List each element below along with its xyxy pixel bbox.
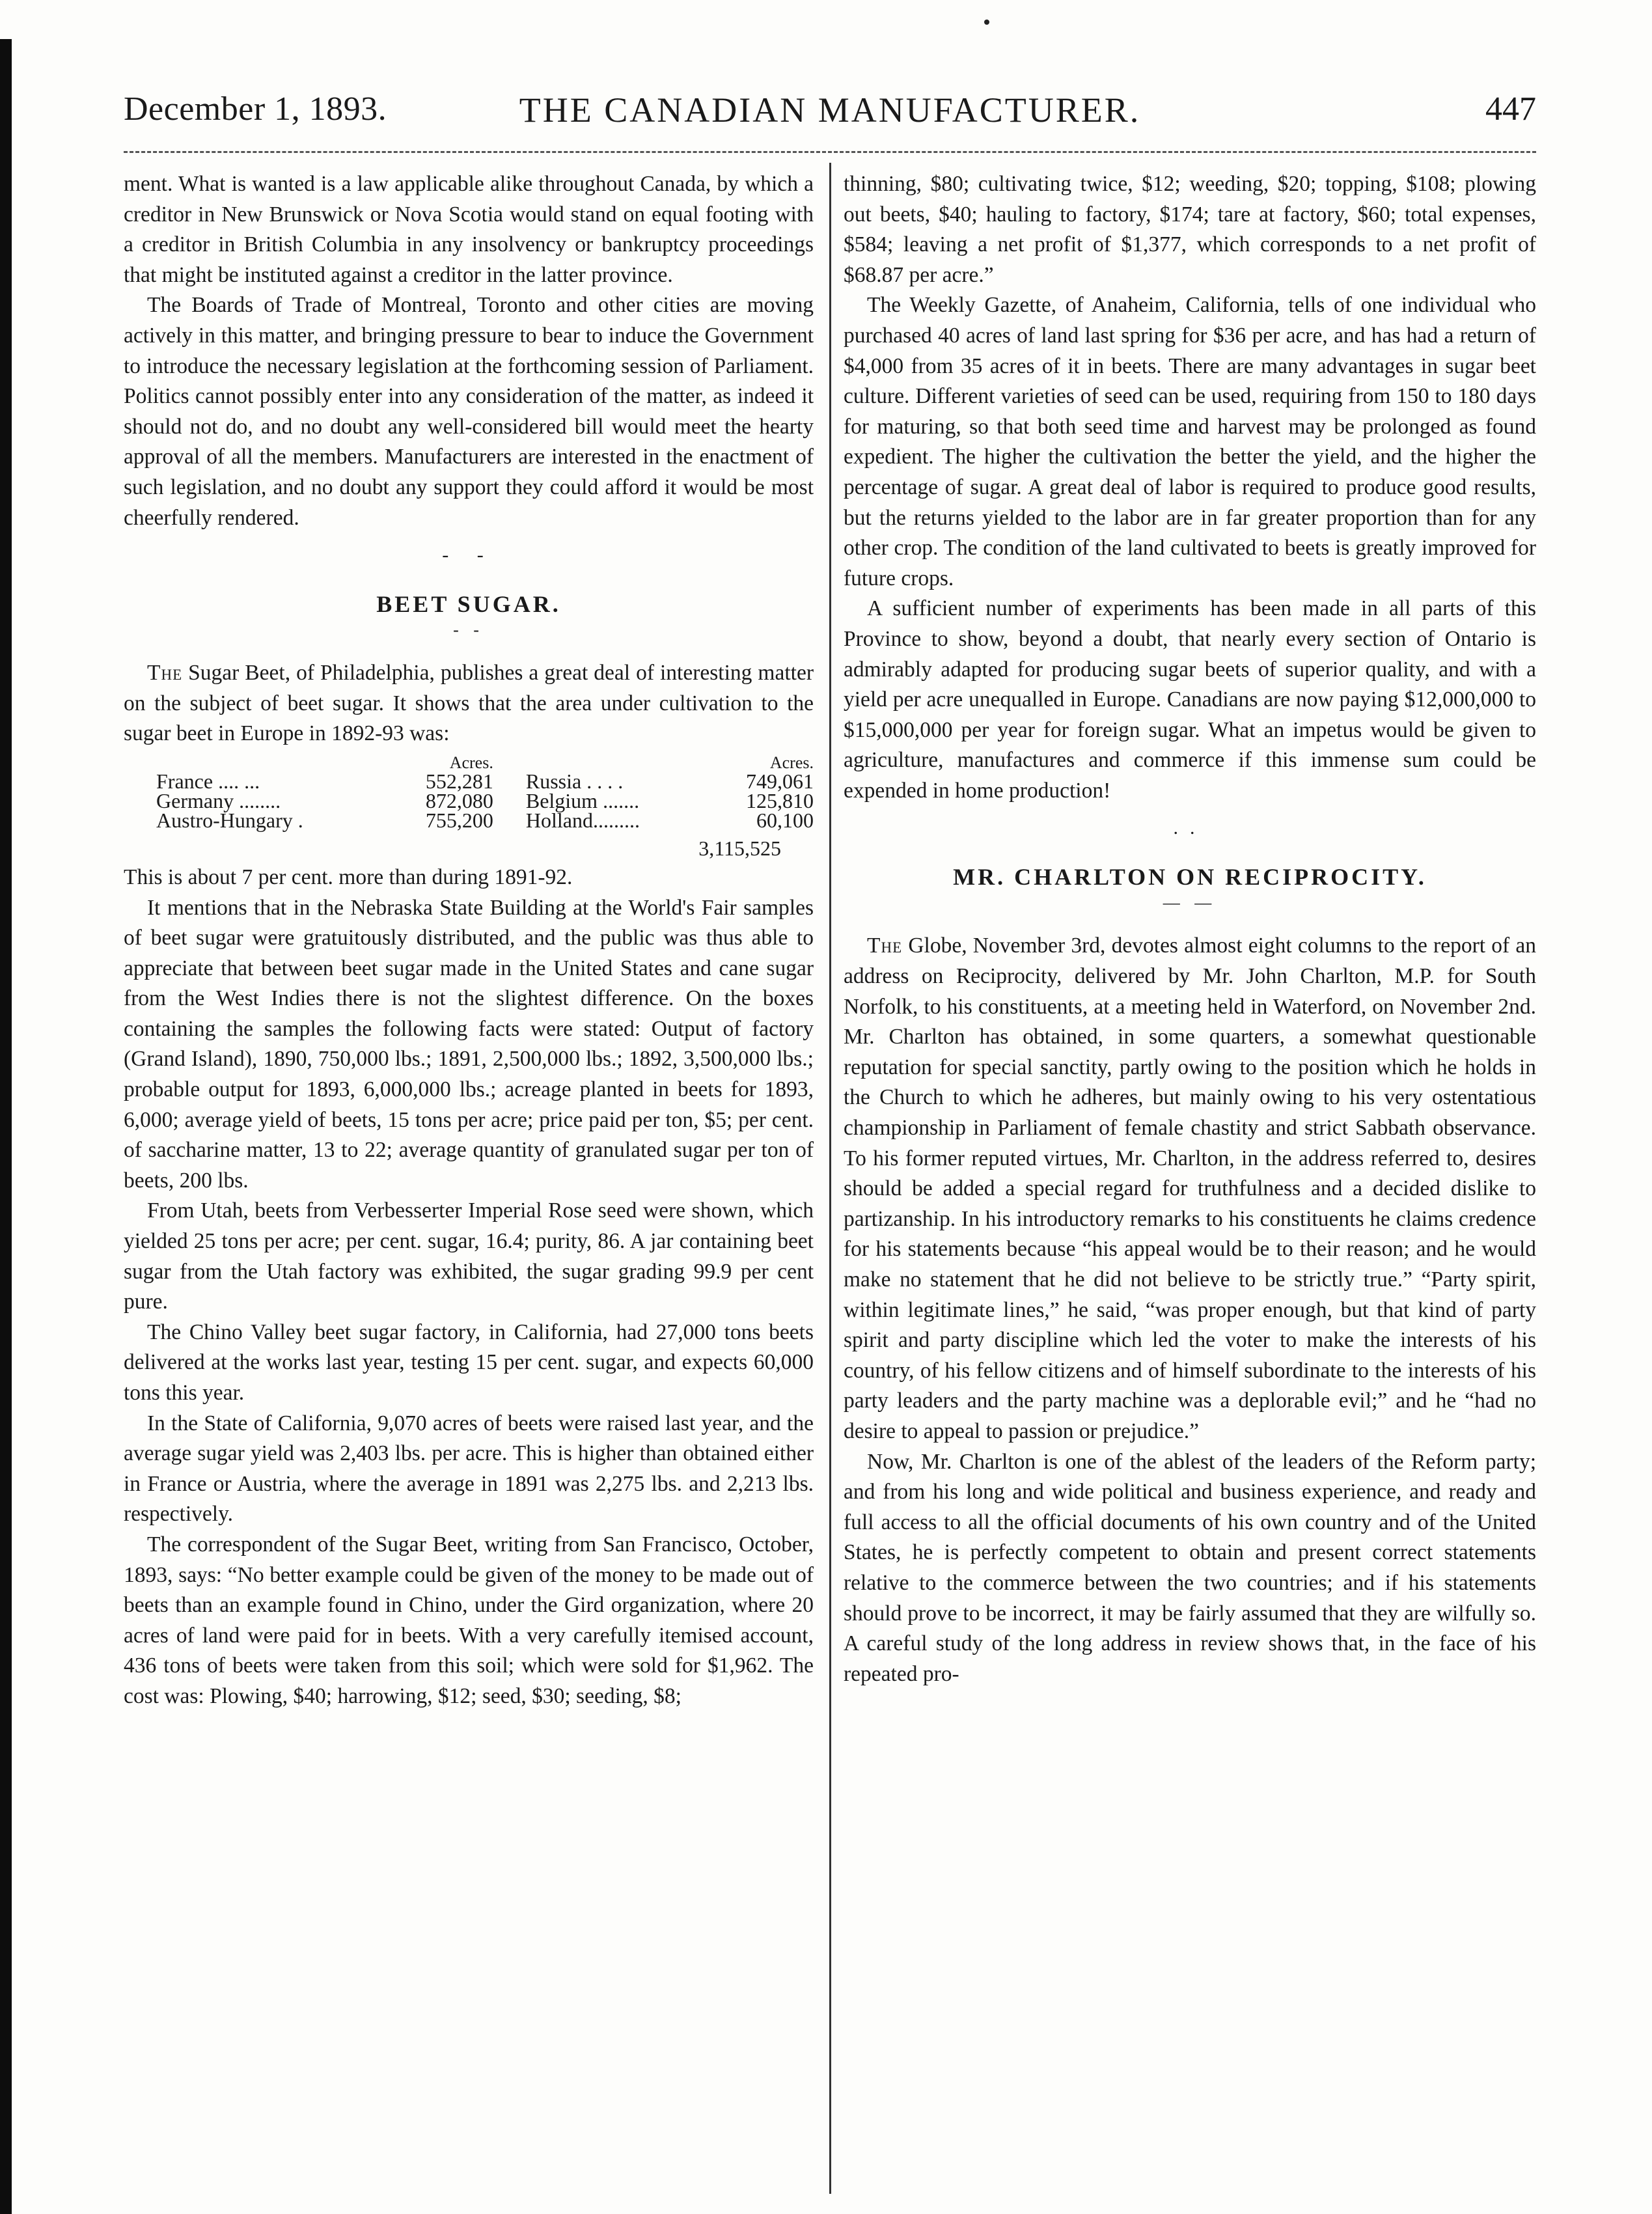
article-paragraph: thinning, $80; cultivating twice, $12; weeding, $20; topping, $108; plowing out beets, $40; hauling to factory, $174; tare at factory, $60; total expenses, $584; leaving a net profit of $1,377, which corresponds to a net profit of $68.87 per acre.” — [844, 172, 1536, 287]
heading-separator: — — — [1163, 893, 1217, 913]
right-column — [844, 169, 1536, 1689]
left-column — [124, 169, 814, 1712]
acres-cell: 60,100 — [756, 808, 814, 832]
article-paragraph: The correspondent of the Sugar Beet, writing from San Francisco, October, 1893, says: “No better example could be given of the money to be made out of beets than an example found in Chino, under the Gird organization, where 20 acres of land were paid for in beets. With a very carefully itemised account, 436 tons of beets were taken from this soil; which were sold for $1,962. The cost was: Plowing, $40; harrowing, $12; seed, $30; seeding, $8; — [124, 1532, 814, 1708]
header-date: December 1, 1893. — [124, 90, 387, 128]
column-header-acres: Acres. — [449, 753, 493, 772]
page-header — [124, 90, 1536, 142]
column-header-acres: Acres. — [769, 753, 814, 772]
article-paragraph: A sufficient number of experiments has been made in all parts of this Province to show, beyond a doubt, that nearly every section of Ontario is admirably adapted for producing sugar beets of superior quality, and with a yield per acre unequalled in Europe. Canadians are now paying $12,000,000 to $15,000,000 per year for foreign sugar. What an impetus would be given to agriculture, manufactures and commerce if this immense sum could be expended in home production! — [844, 596, 1536, 803]
table-row — [124, 771, 814, 791]
article-paragraph — [124, 658, 814, 749]
print-speck — [984, 20, 989, 25]
country-cell: Holland......... — [525, 808, 640, 832]
article-paragraph: It mentions that in the Nebraska State Building at the World's Fair samples of beet sugar were gratuitously distributed, and the public was thus able to appreciate that between beet sugar made in the United States and cane sugar from the West Indies there is not the slightest difference. On the boxes containing the samples the following facts were stated: Output of factory (Grand Island), 1890, 750,000 lbs.; 1891, 2,500,000 lbs.; 1892, 3,500,000 lbs.; probable output for 1893, 6,000,000 lbs.; acreage planted in beets for 1893, 6,000; average yield of beets, 15 tons per acre; price paid per ton, $5; per cent. of saccharine matter, 13 to 22; average quantity of granulated sugar per ton of beets, 200 lbs. — [124, 895, 814, 1193]
acreage-total: 3,115,525 — [698, 836, 781, 860]
article-paragraph: In the State of California, 9,070 acres of beets were raised last year, and the average sugar yield was 2,403 lbs. per acre. This is higher than obtained either in France or Austria, where the average in 1891 was 2,275 lbs. and 2,213 lbs. respectively. — [124, 1411, 814, 1527]
article-paragraph: This is about 7 per cent. more than during 1891-92. — [124, 865, 573, 889]
lead-word: The — [147, 661, 183, 685]
article-paragraph — [844, 931, 1536, 1446]
country-cell: Belgium ....... — [525, 788, 640, 812]
paragraph-text: Sugar Beet, of Philadelphia, publishes a great deal of interesting matter on the subject of beet sugar. It shows that the area under cultivation to the sugar beet in Europe in 1892-93 was: — [124, 661, 814, 746]
acres-cell: 552,281 — [425, 769, 493, 793]
acres-cell: 749,061 — [746, 769, 814, 793]
article-separator: - - — [442, 544, 495, 566]
heading-separator: - - — [453, 620, 484, 640]
table-row — [124, 791, 814, 810]
article-paragraph: From Utah, beets from Verbesserter Imperial Rose seed were shown, which yielded 25 tons per acre; per cent. sugar, 16.4; purity, 86. A jar containing beet sugar from the Utah factory was exhibited, the sugar grading 99.9 per cent pure. — [124, 1198, 814, 1314]
article-separator: .. — [1173, 817, 1207, 839]
lead-word: The — [867, 934, 903, 958]
header-page-number: 447 — [1485, 90, 1536, 128]
page-binding-edge — [0, 39, 12, 2214]
country-cell: Germany ........ — [156, 788, 281, 812]
paragraph-text: Globe, November 3rd, devotes almost eight columns to the report of an address on Reciprocity, delivered by Mr. John Charlton, M.P. for South Norfolk, to his constituents, at a meeting held in Waterford, on November 2nd. Mr. Charlton has obtained, in some quarters, a somewhat questionable reputation for special sanctity, partly owing to the position which he holds in the Church to which he adheres, but mainly owing to his very ostentatious championship in Parliament of female chastity and strict Sabbath observance. To his former reputed virtues, Mr. Charlton, in the address referred to, desires should be added a special regard for truthfulness and a decided dislike to partizanship. In his introductory remarks to his constituents he claims credence for his statements because “his appeal would be to their reason; and he would make no statement that he did not believe to be strictly true.” “Party spirit, within legitimate lines,” he said, “was proper enough, but that kind of party spirit and party discipline which led the voter to make the interests of his country, of his fellow citizens and of himself subordinate to the interests of his party leaders and the party machine was a deplorable evil;” and he “had no desire to appeal to passion or prejudice.” — [844, 934, 1536, 1443]
article-paragraph: ment. What is wanted is a law applicable alike throughout Canada, by which a creditor in New Brunswick or Nova Scotia would stand on equal footing with a creditor in British Columbia in any insolvency or bankruptcy proceedings that might be instituted against a creditor in the latter province. — [124, 172, 814, 287]
article-paragraph: Now, Mr. Charlton is one of the ablest of the leaders of the Reform party; and from his long and wide political and business experience, and ready and full access to all the official documents of his own country and of the United States, he is perfectly competent to obtain and present correct statements relative to the commerce between the two countries; and if his statements should prove to be incorrect, it may be fairly assumed that they are wilfully so. A careful study of the long address in review shows that, in the face of his repeated pro- — [844, 1449, 1536, 1686]
table-row — [124, 810, 814, 830]
country-cell: Austro-Hungary . — [156, 808, 303, 832]
beet-sugar-heading: BEET SUGAR. — [376, 591, 561, 618]
article-paragraph: The Chino Valley beet sugar factory, in California, had 27,000 tons beets delivered at the works last year, testing 15 per cent. sugar, and expects 60,000 tons this year. — [124, 1320, 814, 1405]
table-header-row — [124, 754, 814, 771]
article-paragraph: The Boards of Trade of Montreal, Toronto and other cities are moving actively in this matter, and bringing pressure to bear to induce the Government to introduce the necessary legislation at the forthcoming session of Parliament. Politics cannot possibly enter into any consideration of the matter, as indeed it should not do, and no doubt any well-considered bill would meet the hearty approval of all the members. Manufacturers are interested in the enactment of such legislation, and no doubt any support they could afford it would be most cheerfully rendered. — [124, 293, 814, 530]
country-cell: Russia . . . . — [525, 769, 624, 793]
article-paragraph: The Weekly Gazette, of Anaheim, California, tells of one individual who purchased 40 acres of land last spring for $36 per acre, and has had a return of $4,000 from 35 acres of it in beets. There are many advantages in sugar beet culture. Different varieties of seed can be used, requiring from 150 to 180 days for maturing, so that both seed time and harvest may be prolonged as found expedient. The higher the cultivation the better the yield, and the higher the percentage of sugar. A great deal of labor is required to produce good results, but the returns yielded to the labor are in far greater proportion than for any other crop. The condition of the land cultivated to beets is greatly improved for future crops. — [844, 293, 1536, 590]
acreage-table — [124, 754, 814, 830]
header-title: THE CANADIAN MANUFACTURER. — [519, 90, 1141, 130]
acres-cell: 755,200 — [425, 808, 493, 832]
charlton-heading: MR. CHARLTON ON RECIPROCITY. — [953, 864, 1427, 891]
header-rule — [124, 151, 1536, 153]
acres-cell: 872,080 — [425, 788, 493, 812]
country-cell: France .... ... — [156, 769, 260, 793]
column-divider — [829, 163, 831, 2194]
acres-cell: 125,810 — [746, 788, 814, 812]
